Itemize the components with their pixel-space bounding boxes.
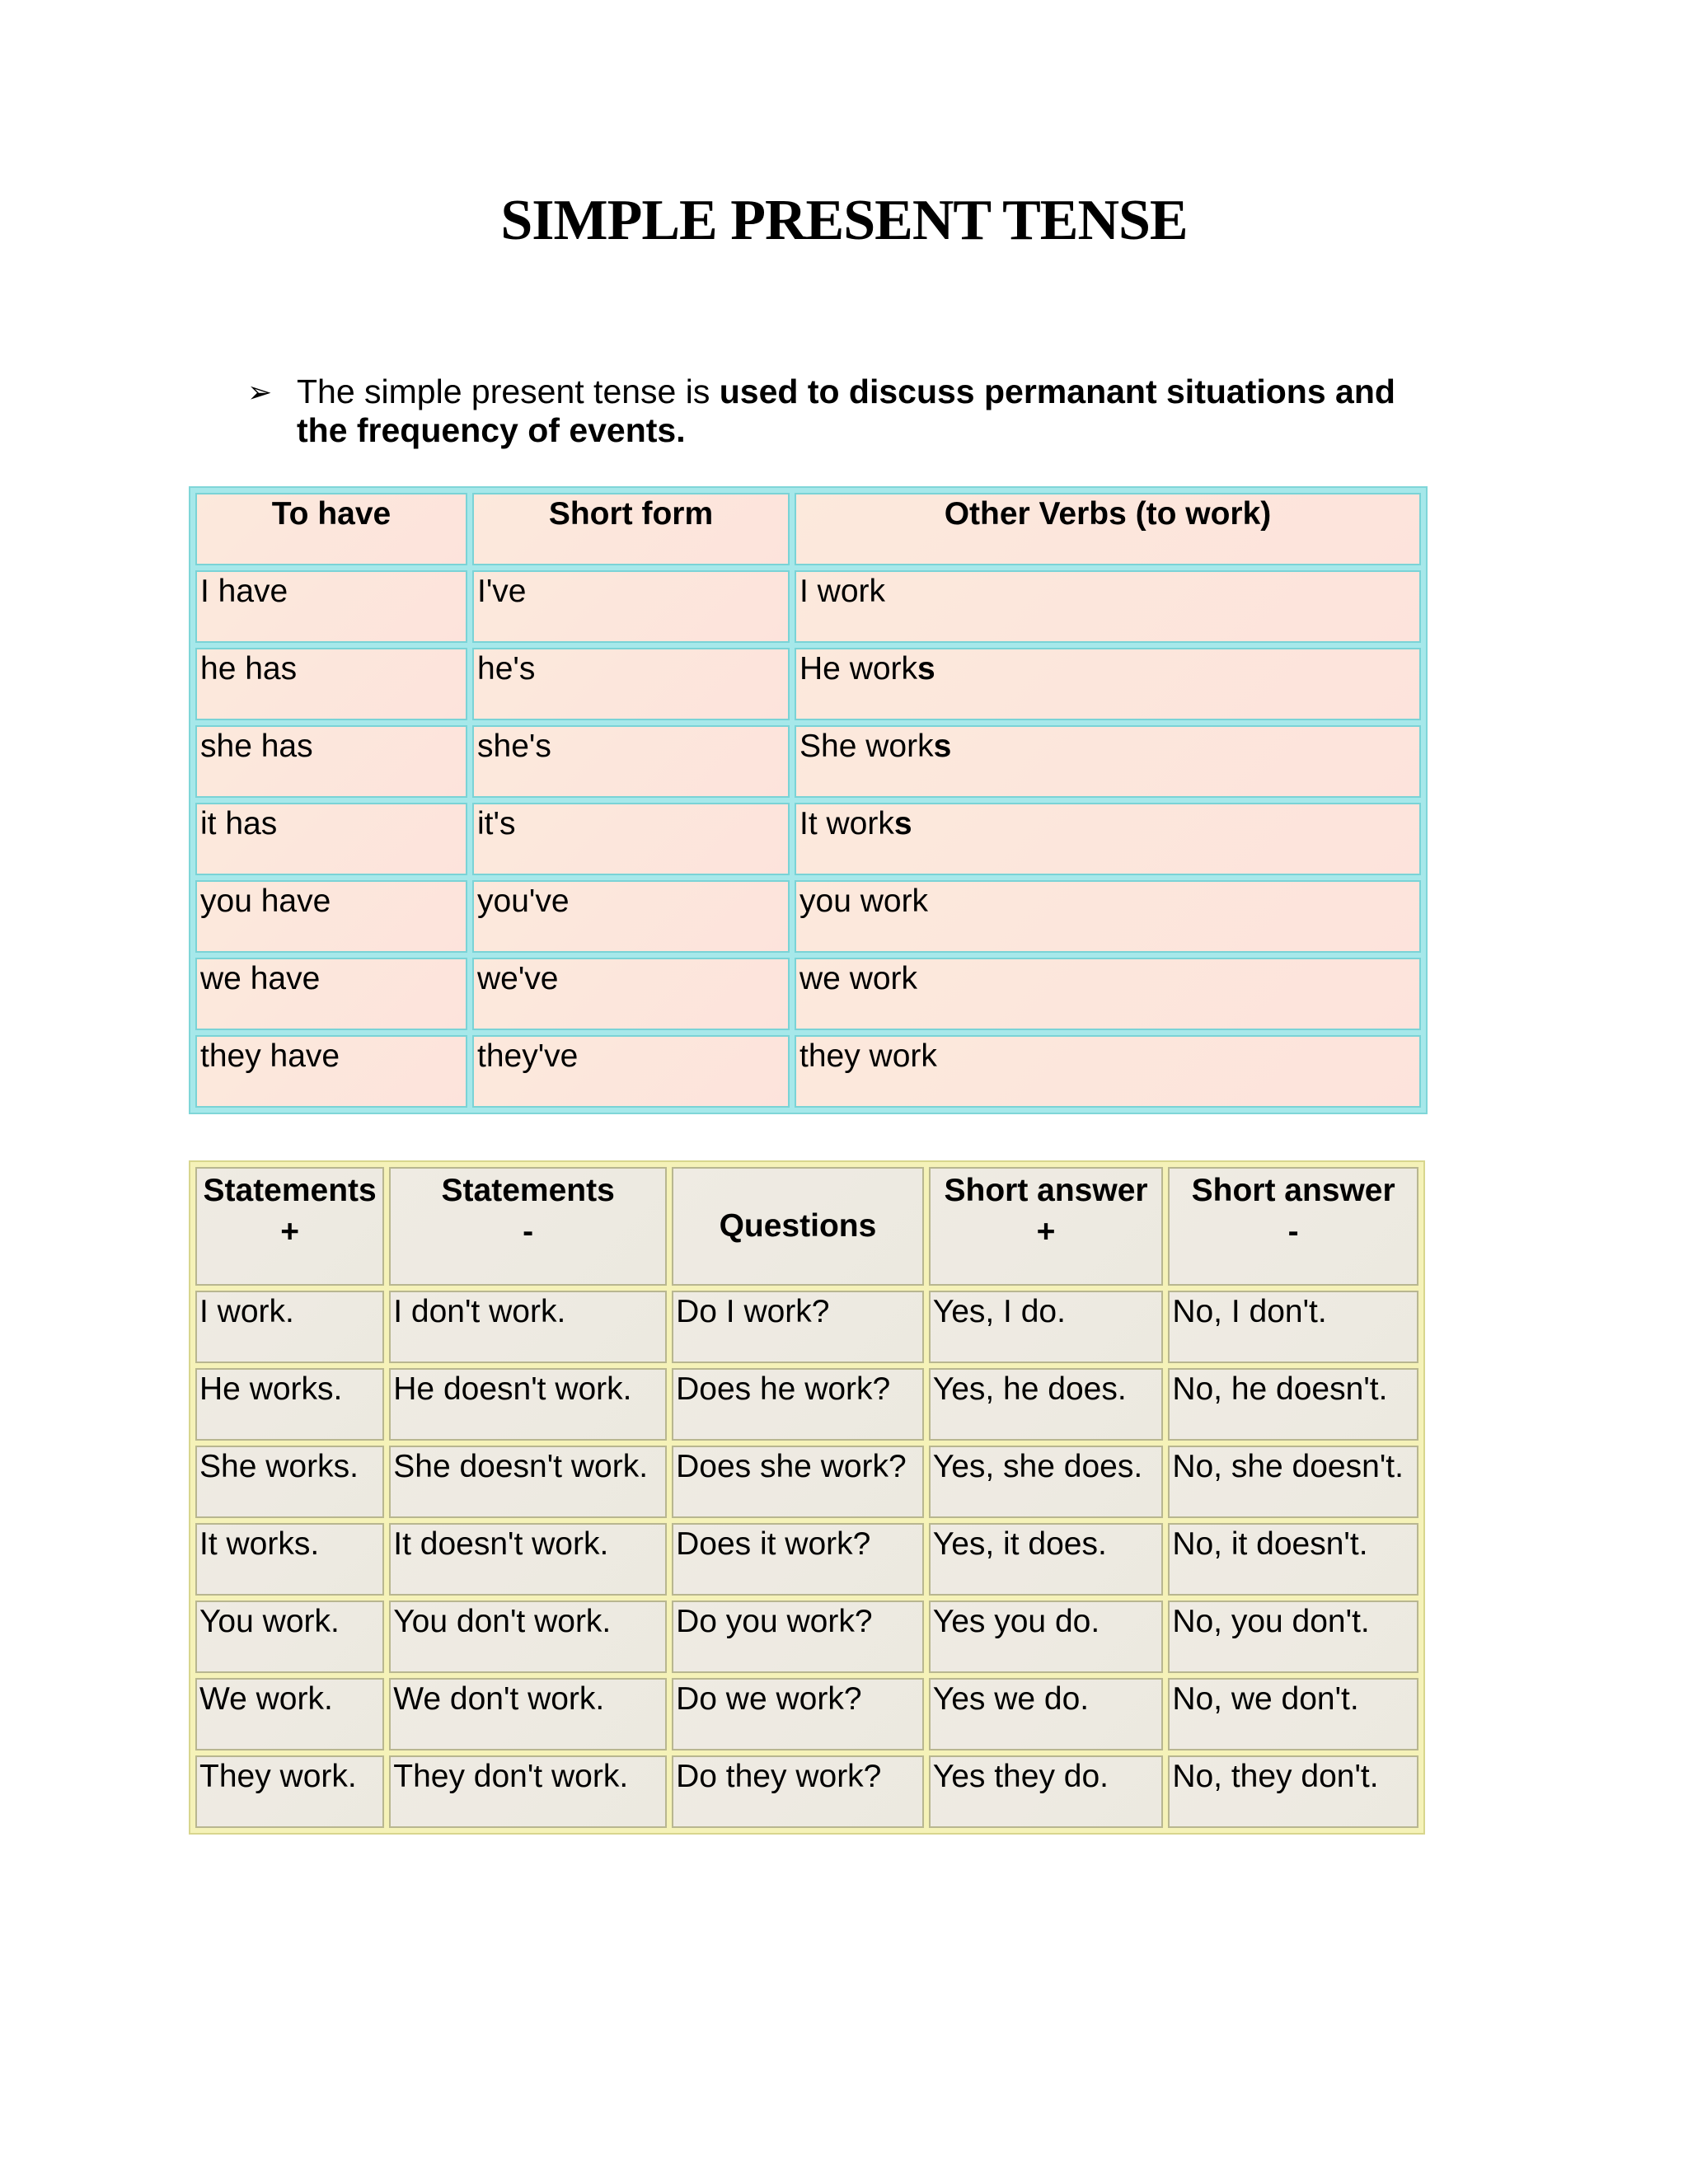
cell-question: Does he work? — [672, 1368, 924, 1441]
cell-short-answer-positive: Yes we do. — [929, 1678, 1164, 1750]
cell-other-verb — [795, 725, 1421, 798]
cell-short-form: they've — [472, 1035, 790, 1108]
table-row — [195, 570, 1421, 643]
cell-short-answer-negative: No, we don't. — [1168, 1678, 1418, 1750]
table-row — [195, 1523, 1418, 1596]
header-other-verbs: Other Verbs (to work) — [795, 493, 1421, 565]
cell-other-verb — [795, 1035, 1421, 1108]
header-questions: Questions — [672, 1167, 924, 1286]
verb-suffix: s — [893, 806, 912, 841]
cell-short-answer-negative: No, he doesn't. — [1168, 1368, 1418, 1441]
table-row — [195, 1368, 1418, 1441]
cell-statement-negative: She doesn't work. — [389, 1446, 667, 1518]
cell-statement-positive: He works. — [195, 1368, 384, 1441]
cell-short-form: you've — [472, 880, 790, 953]
cell-statement-negative: It doesn't work. — [389, 1523, 667, 1596]
statements-table — [189, 1160, 1425, 1835]
cell-other-verb — [795, 570, 1421, 643]
table-row — [195, 648, 1421, 720]
cell-to-have: we have — [195, 958, 467, 1030]
cell-statement-positive: You work. — [195, 1601, 384, 1673]
cell-short-answer-negative: No, they don't. — [1168, 1755, 1418, 1828]
cell-short-form: it's — [472, 803, 790, 875]
cell-other-verb — [795, 648, 1421, 720]
table-row — [195, 958, 1421, 1030]
intro-bold-text: used to discuss permanant situations and the frequency of events. — [297, 373, 1395, 449]
table-row — [195, 803, 1421, 875]
verb-suffix: s — [933, 729, 952, 764]
verb-text: they work — [799, 1038, 937, 1074]
cell-short-form: I've — [472, 570, 790, 643]
table-row — [195, 725, 1421, 798]
cell-statement-negative: We don't work. — [389, 1678, 667, 1750]
cell-short-answer-positive: Yes you do. — [929, 1601, 1164, 1673]
cell-question: Does she work? — [672, 1446, 924, 1518]
cell-question: Do I work? — [672, 1291, 924, 1363]
cell-short-answer-positive: Yes, he does. — [929, 1368, 1164, 1441]
cell-question: Do we work? — [672, 1678, 924, 1750]
header-to-have: To have — [195, 493, 467, 565]
verb-text: He work — [799, 651, 918, 687]
cell-short-form: we've — [472, 958, 790, 1030]
cell-statement-negative: I don't work. — [389, 1291, 667, 1363]
cell-statement-negative: He doesn't work. — [389, 1368, 667, 1441]
cell-short-form: he's — [472, 648, 790, 720]
cell-statement-negative: They don't work. — [389, 1755, 667, 1828]
cell-other-verb — [795, 958, 1421, 1030]
to-have-table — [189, 486, 1428, 1114]
table-header-row — [195, 493, 1421, 565]
header-statements-negative: Statements - — [389, 1167, 667, 1286]
cell-to-have: I have — [195, 570, 467, 643]
table-row — [195, 1601, 1418, 1673]
cell-short-answer-negative: No, it doesn't. — [1168, 1523, 1418, 1596]
cell-short-form: she's — [472, 725, 790, 798]
statements-table-body — [195, 1291, 1418, 1828]
table-header-row — [195, 1167, 1418, 1286]
table-row — [195, 1035, 1421, 1108]
cell-other-verb — [795, 880, 1421, 953]
verb-text: I work — [799, 574, 886, 609]
cell-other-verb — [795, 803, 1421, 875]
cell-short-answer-positive: Yes, it does. — [929, 1523, 1164, 1596]
cell-statement-positive: It works. — [195, 1523, 384, 1596]
cell-short-answer-positive: Yes, she does. — [929, 1446, 1164, 1518]
cell-to-have: he has — [195, 648, 467, 720]
cell-question: Do you work? — [672, 1601, 924, 1673]
header-short-answer-positive: Short answer + — [929, 1167, 1164, 1286]
cell-statement-negative: You don't work. — [389, 1601, 667, 1673]
cell-statement-positive: She works. — [195, 1446, 384, 1518]
cell-statement-positive: I work. — [195, 1291, 384, 1363]
cell-short-answer-positive: Yes, I do. — [929, 1291, 1164, 1363]
verb-text: It work — [799, 806, 894, 841]
verb-suffix: s — [917, 651, 935, 687]
cell-short-answer-negative: No, you don't. — [1168, 1601, 1418, 1673]
header-short-answer-negative: Short answer - — [1168, 1167, 1418, 1286]
cell-statement-positive: We work. — [195, 1678, 384, 1750]
to-have-table-body — [195, 570, 1421, 1108]
cell-to-have: you have — [195, 880, 467, 953]
header-short-form: Short form — [472, 493, 790, 565]
verb-text: you work — [799, 883, 929, 919]
intro-normal-text: The simple present tense is — [297, 373, 720, 410]
page-title: SIMPLE PRESENT TENSE — [500, 189, 1188, 252]
cell-statement-positive: They work. — [195, 1755, 384, 1828]
cell-question: Does it work? — [672, 1523, 924, 1596]
cell-short-answer-negative: No, she doesn't. — [1168, 1446, 1418, 1518]
cell-to-have: she has — [195, 725, 467, 798]
table-row — [195, 1446, 1418, 1518]
cell-short-answer-positive: Yes they do. — [929, 1755, 1164, 1828]
verb-text: She work — [799, 729, 934, 764]
cell-to-have: they have — [195, 1035, 467, 1108]
table-row — [195, 1678, 1418, 1750]
verb-text: we work — [799, 961, 918, 996]
cell-to-have: it has — [195, 803, 467, 875]
table-row — [195, 880, 1421, 953]
cell-short-answer-negative: No, I don't. — [1168, 1291, 1418, 1363]
table-row — [195, 1755, 1418, 1828]
header-statements-positive: Statements + — [195, 1167, 384, 1286]
arrow-bullet-icon: ➢ — [247, 375, 273, 409]
table-row — [195, 1291, 1418, 1363]
cell-question: Do they work? — [672, 1755, 924, 1828]
intro-text — [297, 373, 1451, 450]
